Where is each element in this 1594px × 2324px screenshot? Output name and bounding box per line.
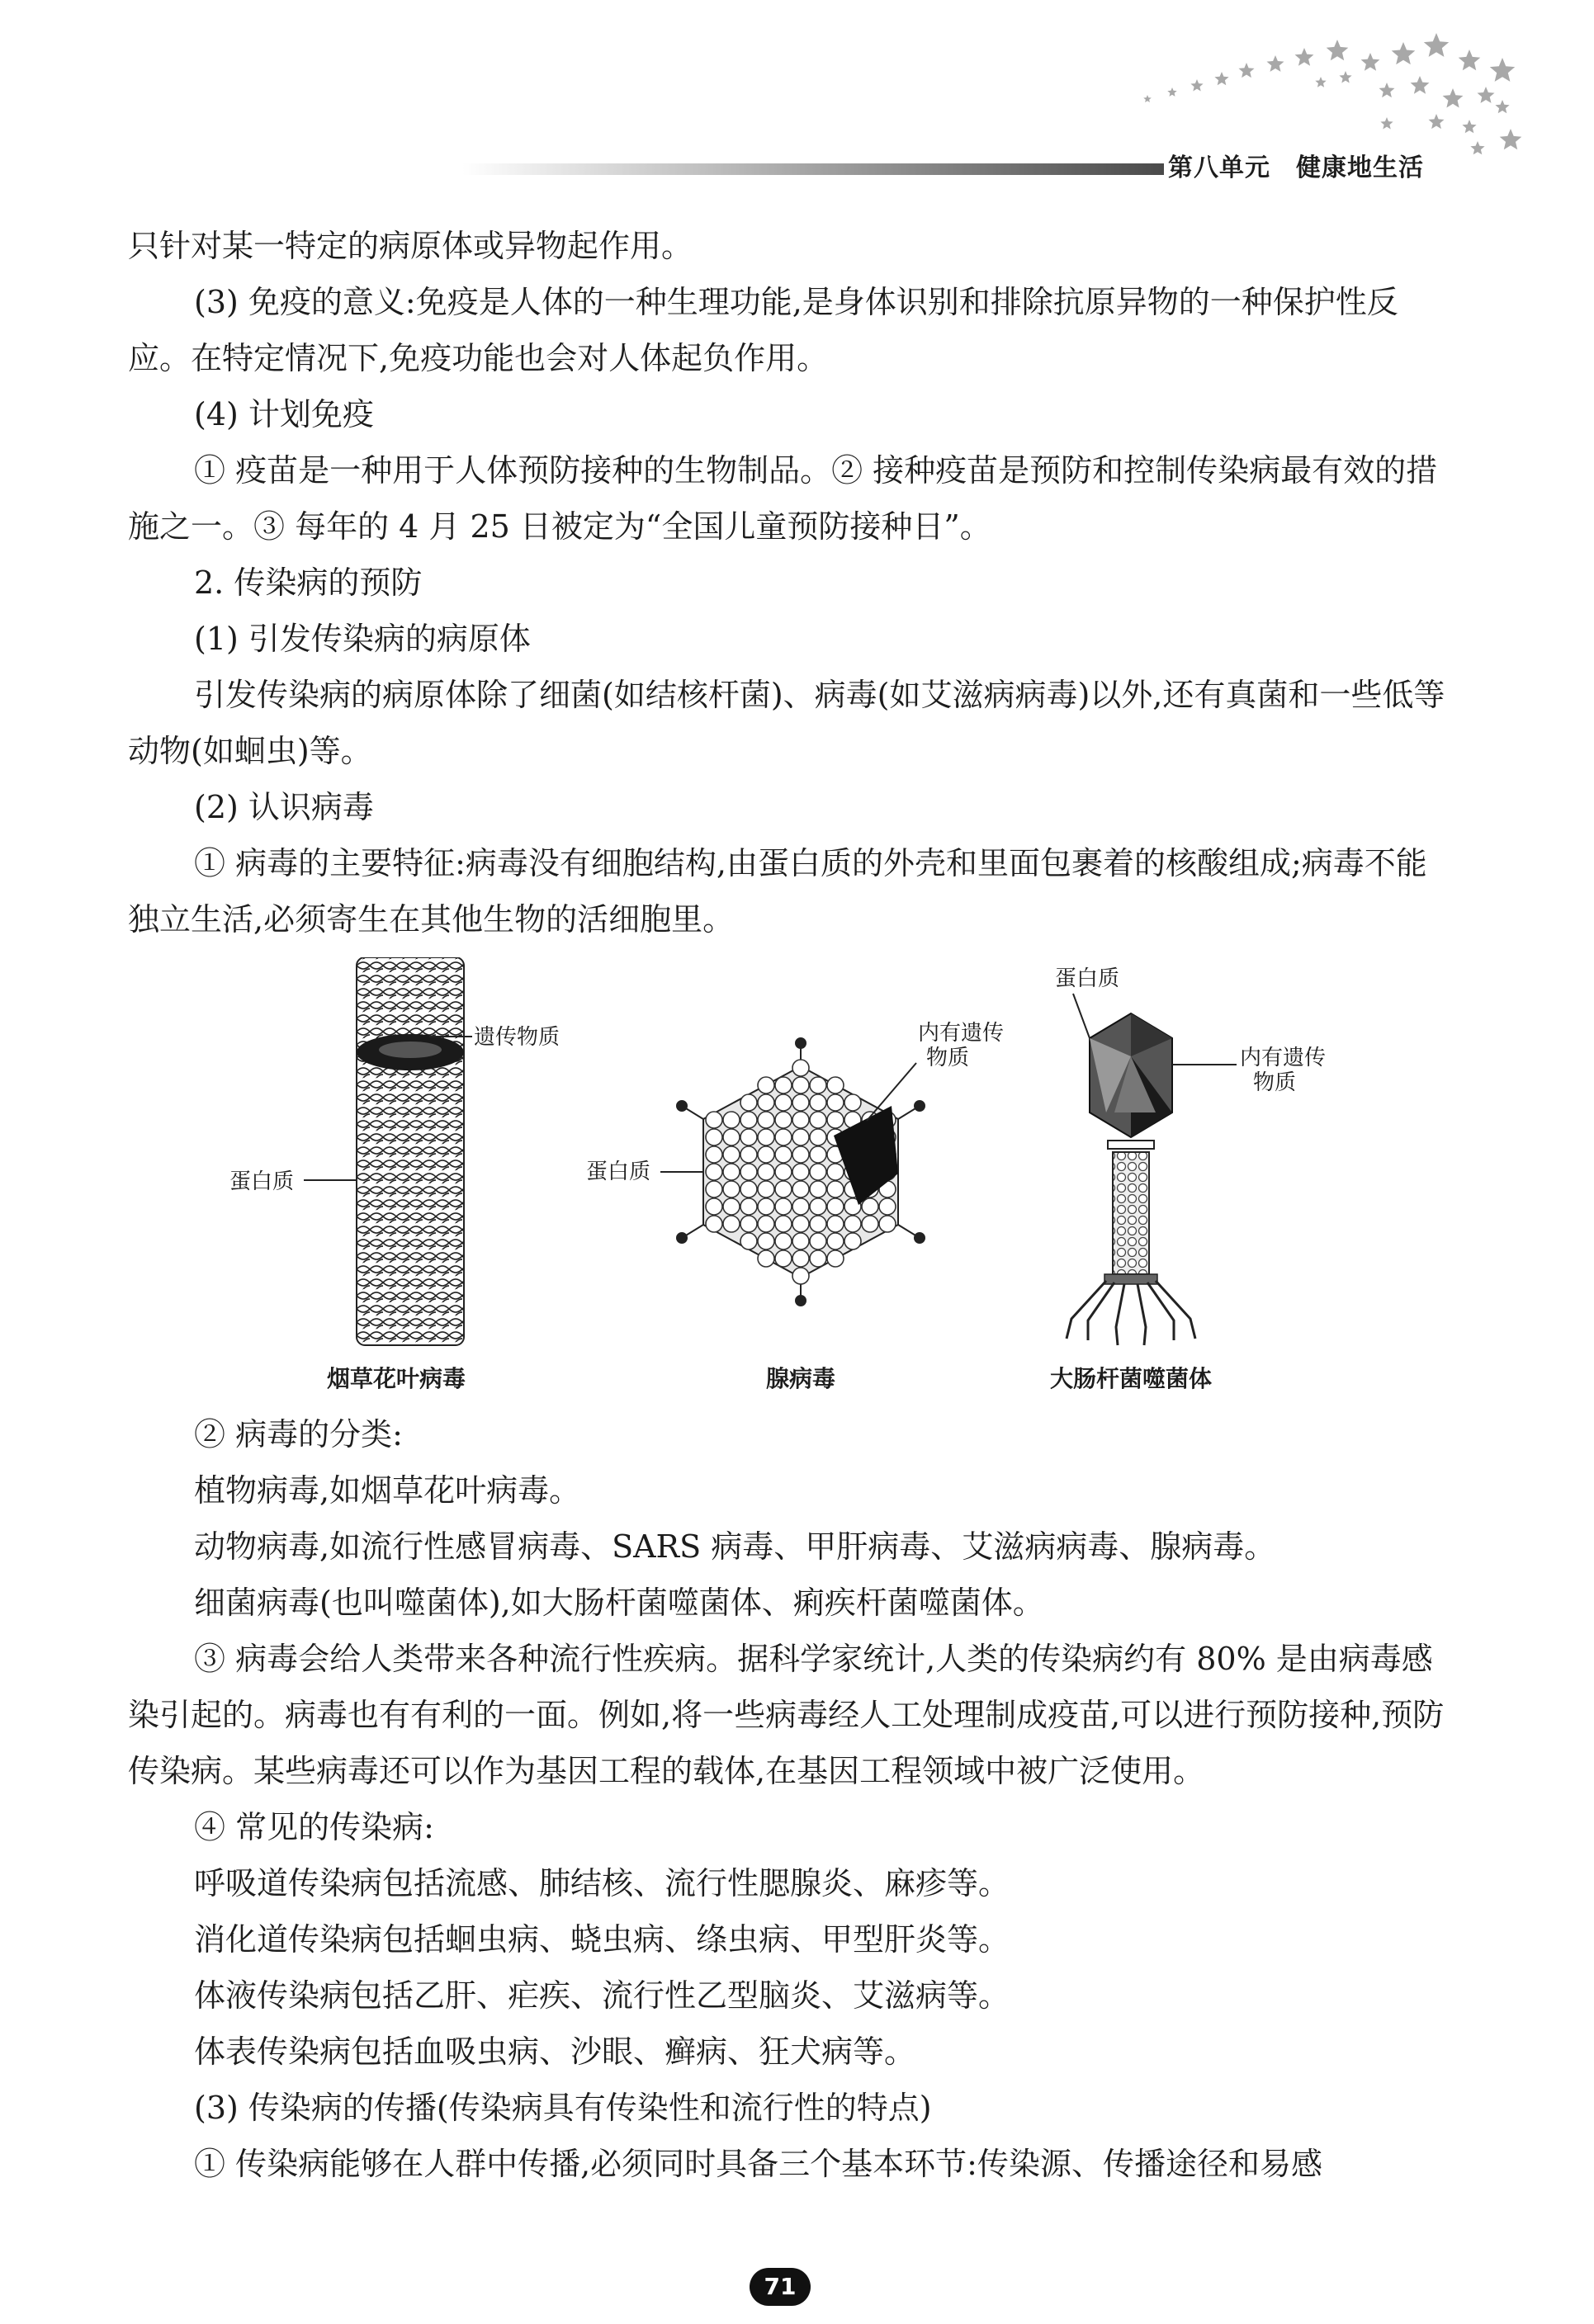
star-shape xyxy=(1327,40,1349,60)
capsomere-bead xyxy=(879,1216,896,1232)
capsomere-bead xyxy=(810,1181,826,1197)
capsomere-bead xyxy=(827,1077,844,1094)
capsomere-bead xyxy=(758,1094,774,1111)
capsomere-bead xyxy=(723,1146,740,1163)
capsomere-bead xyxy=(810,1198,826,1215)
capsomere-bead xyxy=(775,1129,792,1145)
star-shape xyxy=(1339,71,1351,83)
capsomere-bead xyxy=(706,1112,722,1128)
capsomere-bead xyxy=(740,1216,757,1232)
star-shape xyxy=(1392,42,1416,64)
page-number: 71 xyxy=(750,2268,811,2306)
capsomere-bead xyxy=(810,1250,826,1267)
paragraph: 体液传染病包括乙肝、疟疾、流行性乙型脑炎、艾滋病等。 xyxy=(194,1977,1010,2014)
paragraph: ③ 病毒会给人类带来各种流行性疾病。据科学家统计,人类的传染病约有 80% 是由病毒感染引起的。病毒也有有利的一面。例如,将一些病毒经人工处理制成疫苗,可以进行预防接种,预防传染病。某些病毒还可以作为基因工程的载体,在基因工程领域中被广泛使用。 xyxy=(128,1641,1445,1789)
capsomere-bead xyxy=(775,1112,792,1128)
star-shape xyxy=(1429,114,1445,129)
bacteriophage-diagram xyxy=(1050,966,1326,1392)
capsomere-bead xyxy=(740,1112,757,1128)
capsomere-bead xyxy=(740,1146,757,1163)
tmv-label-protein: 蛋白质 xyxy=(229,1169,295,1194)
star-shape xyxy=(1424,33,1449,57)
paragraph: (1) 引发传染病的病原体 xyxy=(194,621,531,657)
capsomere-bead xyxy=(723,1164,740,1180)
star-shape xyxy=(1470,141,1484,154)
tmv-caption: 烟草花叶病毒 xyxy=(327,1365,466,1392)
capsomere-bead xyxy=(810,1112,826,1128)
capsomere-bead xyxy=(740,1129,757,1145)
capsomere-bead xyxy=(775,1181,792,1197)
tmv-label-genetic-material: 遗传物质 xyxy=(474,1025,561,1050)
capsomere-bead xyxy=(827,1112,844,1128)
body-text-top xyxy=(128,218,1449,947)
capsomere-bead xyxy=(792,1216,809,1232)
capsomere-bead xyxy=(827,1094,844,1111)
capsomere-bead xyxy=(758,1216,774,1232)
star-shape xyxy=(1380,117,1393,130)
capsomere-bead xyxy=(723,1198,740,1215)
capsomere-bead xyxy=(810,1129,826,1145)
capsomere-bead xyxy=(758,1077,774,1094)
capsomere-bead xyxy=(775,1250,792,1267)
fiber-knob xyxy=(796,1296,806,1306)
paragraph: 植物病毒,如烟草花叶病毒。 xyxy=(194,1472,581,1509)
capsomere-bead xyxy=(827,1198,844,1215)
star-shape xyxy=(1379,83,1395,97)
paragraph: 消化道传染病包括蛔虫病、蛲虫病、绦虫病、甲型肝炎等。 xyxy=(194,1921,1010,1958)
star-shape xyxy=(1295,48,1314,66)
capsomere-bead xyxy=(740,1164,757,1180)
paragraph: (3) 传染病的传播(传染病具有传染性和流行性的特点) xyxy=(194,2090,932,2126)
capsomere-bead xyxy=(706,1216,722,1232)
body-text-bottom xyxy=(128,1406,1449,2192)
star-shape xyxy=(1361,53,1380,71)
capsomere-bead xyxy=(792,1268,809,1284)
capsomere-bead xyxy=(792,1146,809,1163)
running-header xyxy=(462,145,1446,195)
capsomere-bead xyxy=(810,1233,826,1249)
star-shape xyxy=(1315,77,1326,87)
capsomere-bead xyxy=(792,1181,809,1197)
capsomere-bead xyxy=(792,1164,809,1180)
star-shape xyxy=(1239,63,1255,78)
capsomere-bead xyxy=(844,1216,861,1232)
capsomere-bead xyxy=(810,1094,826,1111)
star-shape xyxy=(1214,72,1228,85)
virus-figure xyxy=(0,957,1594,1411)
paragraph: (2) 认识病毒 xyxy=(194,789,374,825)
capsomere-bead xyxy=(723,1181,740,1197)
star-shape xyxy=(1167,87,1176,97)
capsomere-bead xyxy=(775,1164,792,1180)
capsomere-bead xyxy=(758,1129,774,1145)
star-shape xyxy=(1190,79,1203,92)
capsomere-bead xyxy=(862,1216,878,1232)
phage-label-genetic-2: 物质 xyxy=(1253,1070,1297,1095)
phage-label-protein: 蛋白质 xyxy=(1055,966,1120,991)
paragraph: 引发传染病的病原体除了细菌(如结核杆菌)、病毒(如艾滋病病毒)以外,还有真菌和一些低等动物(如蛔虫)等。 xyxy=(128,677,1445,769)
capsomere-bead xyxy=(827,1233,844,1249)
capsomere-bead xyxy=(810,1146,826,1163)
adeno-caption: 腺病毒 xyxy=(766,1365,836,1392)
paragraph: ④ 常见的传染病: xyxy=(194,1809,434,1845)
capsomere-bead xyxy=(723,1129,740,1145)
capsomere-bead xyxy=(792,1077,809,1094)
tobacco-mosaic-virus-diagram xyxy=(229,957,560,1392)
capsomere-bead xyxy=(792,1129,809,1145)
star-shape xyxy=(1459,50,1481,70)
paragraph: (3) 免疫的意义:免疫是人体的一种生理功能,是身体识别和排除抗原异物的一种保护性反应。在特定情况下,免疫功能也会对人体起负作用。 xyxy=(128,284,1398,376)
capsomere-bead xyxy=(775,1094,792,1111)
fiber-knob xyxy=(677,1233,687,1243)
capsomere-bead xyxy=(706,1164,722,1180)
paragraph: 2. 传染病的预防 xyxy=(194,564,423,601)
fiber-knob xyxy=(915,1233,925,1243)
paragraph: ① 传染病能够在人群中传播,必须同时具备三个基本环节:传染源、传播途径和易感 xyxy=(194,2146,1322,2182)
capsomere-bead xyxy=(723,1216,740,1232)
capsomere-bead xyxy=(740,1094,757,1111)
capsomere-bead xyxy=(792,1198,809,1215)
capsomere-bead xyxy=(792,1094,809,1111)
fiber-knob xyxy=(796,1038,806,1048)
capsomere-bead xyxy=(827,1181,844,1197)
capsomere-bead xyxy=(723,1112,740,1128)
fiber-knob xyxy=(915,1101,925,1111)
capsomere-bead xyxy=(775,1233,792,1249)
capsomere-bead xyxy=(758,1112,774,1128)
capsomere-bead xyxy=(775,1077,792,1094)
capsomere-bead xyxy=(758,1181,774,1197)
capsomere-bead xyxy=(775,1198,792,1215)
capsomere-bead xyxy=(740,1198,757,1215)
capsomere-bead xyxy=(827,1216,844,1232)
capsomere-bead xyxy=(792,1112,809,1128)
capsomere-bead xyxy=(792,1060,809,1076)
capsomere-bead xyxy=(775,1216,792,1232)
star-shape xyxy=(1462,120,1476,133)
capsomere-bead xyxy=(775,1146,792,1163)
capsomere-bead xyxy=(706,1198,722,1215)
capsomere-bead xyxy=(827,1164,844,1180)
fiber-knob xyxy=(677,1101,687,1111)
capsomere-bead xyxy=(810,1077,826,1094)
phage-caption: 大肠杆菌噬菌体 xyxy=(1050,1365,1213,1392)
paragraph: (4) 计划免疫 xyxy=(194,396,374,432)
capsomere-bead xyxy=(844,1233,861,1249)
capsomere-bead xyxy=(740,1233,757,1249)
star-shape xyxy=(1500,129,1522,149)
star-shape xyxy=(1267,55,1284,72)
adeno-label-genetic-1: 内有遗传 xyxy=(918,1021,1005,1046)
phage-label-genetic-1: 内有遗传 xyxy=(1240,1046,1327,1070)
paragraph: 只针对某一特定的病原体或异物起作用。 xyxy=(128,228,693,264)
paragraph: ② 病毒的分类: xyxy=(194,1416,403,1452)
header-gradient-bar xyxy=(462,163,1164,175)
capsomere-bead xyxy=(758,1250,774,1267)
star-shape xyxy=(1490,58,1515,82)
capsomere-bead xyxy=(827,1250,844,1267)
capsomere-bead xyxy=(706,1181,722,1197)
capsomere-bead xyxy=(740,1181,757,1197)
capsomere-bead xyxy=(706,1129,722,1145)
capsomere-bead xyxy=(792,1233,809,1249)
paragraph: 呼吸道传染病包括流感、肺结核、流行性腮腺炎、麻疹等。 xyxy=(194,1865,1010,1901)
capsomere-bead xyxy=(792,1250,809,1267)
capsomere-bead xyxy=(758,1146,774,1163)
capsomere-bead xyxy=(810,1164,826,1180)
star-shape xyxy=(1495,100,1509,113)
paragraph: 动物病毒,如流行性感冒病毒、SARS 病毒、甲肝病毒、艾滋病病毒、腺病毒。 xyxy=(194,1528,1276,1565)
header-title: 第八单元 健康地生活 xyxy=(1168,154,1424,182)
adenovirus-diagram xyxy=(586,1021,1004,1392)
capsomere-bead xyxy=(879,1198,896,1215)
capsomere-bead xyxy=(758,1233,774,1249)
capsomere-bead xyxy=(758,1164,774,1180)
paragraph: 体表传染病包括血吸虫病、沙眼、癣病、狂犬病等。 xyxy=(194,2034,916,2070)
capsomere-bead xyxy=(844,1094,861,1111)
capsomere-bead xyxy=(862,1198,878,1215)
star-shape xyxy=(1443,88,1464,108)
capsomere-bead xyxy=(706,1146,722,1163)
capsomere-bead xyxy=(758,1198,774,1215)
capsomere-bead xyxy=(810,1216,826,1232)
paragraph: 细菌病毒(也叫噬菌体),如大肠杆菌噬菌体、痢疾杆菌噬菌体。 xyxy=(194,1585,1044,1621)
star-shape xyxy=(1411,76,1430,94)
adeno-label-genetic-2: 物质 xyxy=(926,1046,970,1070)
adeno-label-protein: 蛋白质 xyxy=(586,1160,651,1184)
paragraph: ① 病毒的主要特征:病毒没有细胞结构,由蛋白质的外壳和里面包裹着的核酸组成;病毒不能独立生活,必须寄生在其他生物的活细胞里。 xyxy=(128,845,1427,938)
star-shape xyxy=(1478,87,1495,103)
paragraph: ① 疫苗是一种用于人体预防接种的生物制品。② 接种疫苗是预防和控制传染病最有效的措施之一。③ 每年的 4 月 25 日被定为“全国儿童预防接种日”。 xyxy=(128,452,1438,545)
star-shape xyxy=(1143,95,1152,102)
